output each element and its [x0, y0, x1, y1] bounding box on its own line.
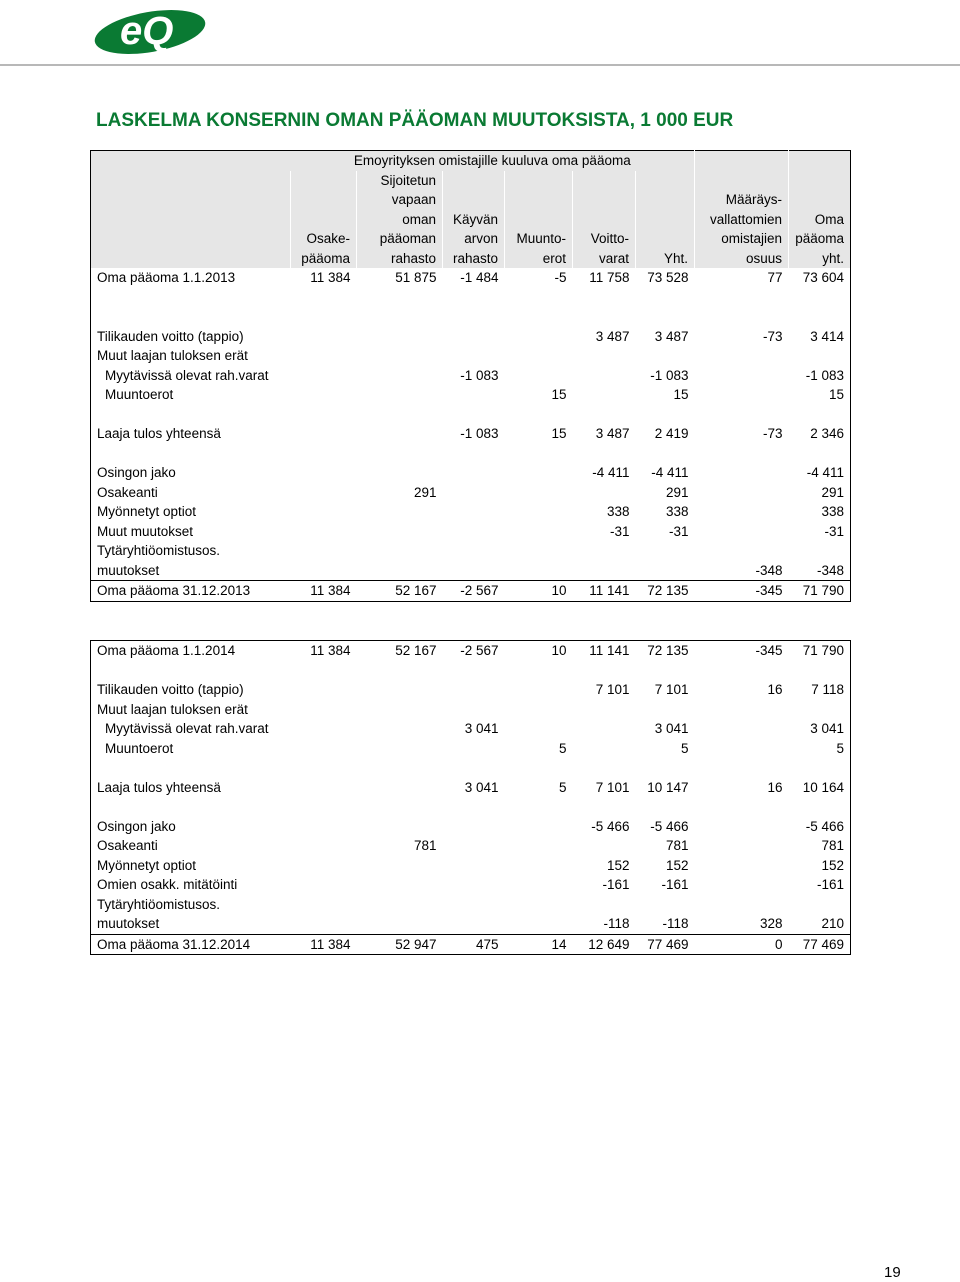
cell-value: -1 083	[805, 367, 845, 383]
cell-value: 3 041	[654, 721, 689, 736]
row-label: Omien osakk. mitätöinti	[97, 877, 238, 892]
table-row	[91, 522, 851, 542]
cell-value	[505, 541, 573, 581]
cell-value	[505, 680, 573, 700]
table-row	[91, 327, 851, 347]
cell-value	[291, 739, 357, 759]
table-row	[91, 502, 851, 522]
row-label: Oma pääoma 31.12.2014	[91, 934, 291, 955]
cell-value	[573, 836, 636, 856]
cell-value: 10 147	[647, 779, 689, 795]
cell-value	[357, 385, 443, 405]
cell-value: 291	[821, 484, 845, 500]
cell-value	[443, 739, 505, 759]
cell-value: 3 487	[654, 328, 689, 344]
cell-value: -5 466	[591, 818, 630, 834]
cell-value: 3 414	[810, 328, 845, 344]
table-row	[91, 385, 851, 405]
table-row	[91, 836, 851, 856]
table-body	[91, 268, 851, 601]
cell-value: -161	[661, 877, 689, 892]
cell-value	[505, 856, 573, 876]
cell-value: 338	[666, 504, 689, 519]
cell-value: -5	[554, 270, 567, 285]
cell-value: 5	[680, 740, 689, 756]
cell-value: -31	[669, 523, 689, 539]
row-label: Muut muutokset	[97, 523, 194, 539]
cell-value	[357, 817, 443, 837]
cell-value	[357, 895, 443, 935]
group-header: Emoyrityksen omistajille kuuluva oma pääoma	[291, 151, 695, 171]
table-row	[91, 700, 851, 720]
cell-value	[291, 463, 357, 483]
cell-value	[573, 366, 636, 386]
row-label: Tytäryhtiöomistusos. muutokset	[97, 896, 221, 931]
column-header: Käyvän arvon rahasto	[443, 171, 505, 269]
cell-value	[636, 346, 695, 366]
cell-value: 5	[558, 779, 567, 795]
cell-value	[357, 522, 443, 542]
cell-value: 152	[821, 857, 844, 873]
cell-value: 5	[558, 740, 567, 756]
cell-value	[291, 778, 357, 798]
cell-value	[695, 346, 789, 366]
cell-value	[695, 875, 789, 895]
cell-value	[695, 483, 789, 503]
cell-value	[443, 836, 505, 856]
cell-value: -345	[755, 643, 783, 658]
cell-value	[505, 719, 573, 739]
equity-table-2013	[90, 150, 851, 602]
cell-value: 328	[759, 916, 783, 931]
table-row	[91, 934, 851, 955]
cell-value	[695, 836, 789, 856]
cell-value	[443, 346, 505, 366]
row-label: Muuntoerot	[105, 740, 174, 756]
cell-value	[505, 483, 573, 503]
cell-value: 77	[767, 270, 783, 285]
row-label: Osakeanti	[97, 484, 158, 500]
cell-value: 15	[551, 426, 567, 441]
cell-value	[291, 541, 357, 581]
cell-value: 15	[829, 387, 845, 402]
cell-value	[357, 778, 443, 798]
row-label: Osakeanti	[97, 838, 158, 853]
table-row	[91, 463, 851, 483]
cell-value: 77 469	[636, 934, 695, 955]
row-label: Muuntoerot	[105, 387, 174, 402]
row-label: Laaja tulos yhteensä	[97, 426, 221, 441]
row-label: Muut laajan tuloksen erät	[97, 701, 248, 717]
row-label: Tilikauden voitto (tappio)	[97, 328, 244, 344]
cell-value	[291, 483, 357, 503]
column-header-row	[91, 171, 851, 269]
cell-value: 11 141	[573, 581, 636, 602]
row-label: Myytävissä olevat rah.varat	[105, 721, 269, 736]
cell-value	[357, 856, 443, 876]
row-label: Tilikauden voitto (tappio)	[97, 682, 244, 697]
cell-value: -1 484	[460, 270, 499, 285]
cell-value	[443, 700, 505, 720]
cell-value	[573, 483, 636, 503]
cell-value	[443, 895, 505, 935]
cell-value: 51 875	[395, 270, 437, 285]
table-body	[91, 641, 851, 955]
row-label: Myönnetyt optiot	[97, 504, 197, 519]
cell-value: 15	[551, 387, 567, 402]
cell-value: -161	[816, 877, 844, 892]
cell-value	[357, 875, 443, 895]
cell-value: 77 469	[789, 934, 851, 955]
cell-value	[291, 700, 357, 720]
cell-value	[357, 424, 443, 444]
cell-value: 7 118	[811, 682, 844, 697]
cell-value: 11 141	[589, 643, 630, 658]
cell-value: 291	[666, 484, 689, 500]
cell-value: -31	[609, 523, 630, 539]
cell-value: 2 419	[654, 426, 689, 441]
cell-value	[357, 541, 443, 581]
cell-value	[789, 700, 851, 720]
cell-value	[505, 817, 573, 837]
table-row	[91, 268, 851, 288]
cell-value	[695, 856, 789, 876]
cell-value: 152	[606, 857, 630, 873]
cell-value	[505, 700, 573, 720]
table-row	[91, 739, 851, 759]
cell-value	[291, 327, 357, 347]
cell-value	[505, 895, 573, 935]
cell-value	[291, 836, 357, 856]
cell-value	[291, 875, 357, 895]
eq-logo	[90, 2, 220, 56]
cell-value	[443, 541, 505, 581]
cell-value: 7 101	[654, 682, 689, 697]
page-number: 19	[884, 1264, 901, 1281]
cell-value	[443, 327, 505, 347]
cell-value	[291, 895, 357, 935]
cell-value	[291, 366, 357, 386]
column-header: Yht.	[636, 171, 695, 269]
table-row	[91, 366, 851, 386]
cell-value	[443, 856, 505, 876]
cell-value: 338	[606, 504, 630, 519]
equity-table-2014	[90, 640, 851, 955]
cell-value: 11 758	[589, 270, 630, 285]
cell-value	[291, 385, 357, 405]
cell-value: -118	[662, 916, 689, 931]
header-rule	[0, 64, 960, 66]
table-row	[91, 719, 851, 739]
cell-value	[291, 719, 357, 739]
cell-value: -4 411	[592, 465, 630, 480]
cell-value: 7 101	[595, 779, 630, 795]
cell-value: 10 164	[802, 779, 844, 795]
cell-value: -5 466	[805, 818, 844, 834]
cell-value	[443, 875, 505, 895]
cell-value: -73	[763, 426, 783, 441]
cell-value	[291, 502, 357, 522]
cell-value: 781	[413, 838, 437, 853]
row-label: Osingon jako	[97, 818, 176, 834]
cell-value	[695, 366, 789, 386]
cell-value	[505, 463, 573, 483]
cell-value: 0	[695, 934, 789, 955]
row-label: Oma pääoma 1.1.2014	[97, 643, 236, 658]
cell-value	[357, 346, 443, 366]
cell-value: 3 041	[810, 721, 844, 736]
row-label: Oma pääoma 31.12.2013	[91, 581, 291, 602]
cell-value: -31	[824, 523, 845, 539]
cell-value	[695, 522, 789, 542]
row-label: Myönnetyt optiot	[97, 857, 197, 873]
page-title: LASKELMA KONSERNIN OMAN PÄÄOMAN MUUTOKSISTA, 1 000 EUR	[96, 110, 734, 131]
column-header: Sijoitetun vapaan oman pääoman rahasto	[357, 171, 443, 269]
column-header: Voitto- varat	[573, 171, 636, 269]
cell-value	[695, 817, 789, 837]
row-label: Osingon jako	[97, 465, 176, 480]
cell-value	[505, 346, 573, 366]
cell-value	[573, 719, 636, 739]
cell-value: 10	[505, 581, 573, 602]
cell-value: 2 346	[810, 426, 845, 441]
cell-value: -5 466	[650, 818, 689, 834]
cell-value: -73	[763, 328, 783, 344]
cell-value: 72 135	[636, 581, 695, 602]
cell-value	[573, 739, 636, 759]
cell-value	[357, 739, 443, 759]
cell-value	[573, 541, 636, 581]
table-row	[91, 483, 851, 503]
cell-value	[573, 346, 636, 366]
cell-value	[291, 680, 357, 700]
cell-value: -345	[695, 581, 789, 602]
cell-value	[357, 700, 443, 720]
row-label: Myytävissä olevat rah.varat	[105, 367, 269, 383]
cell-value: 11 384	[291, 581, 357, 602]
cell-value	[443, 680, 505, 700]
cell-value: 52 947	[357, 934, 443, 955]
table-row	[91, 581, 851, 602]
cell-value: -1 083	[460, 426, 499, 441]
cell-value	[505, 502, 573, 522]
row-label: Tytäryhtiöomistusos. muutokset	[97, 543, 221, 578]
table-row	[91, 778, 851, 798]
cell-value	[505, 836, 573, 856]
cell-value: 72 135	[647, 643, 689, 658]
cell-value	[573, 385, 636, 405]
cell-value	[695, 463, 789, 483]
cell-value: 3 041	[464, 779, 499, 795]
cell-value	[357, 680, 443, 700]
logo-text: eQ	[120, 9, 174, 53]
cell-value	[443, 522, 505, 542]
cell-value	[695, 700, 789, 720]
cell-value	[695, 385, 789, 405]
cell-value: 14	[505, 934, 573, 955]
cell-value	[505, 522, 573, 542]
cell-value: 781	[821, 838, 844, 853]
cell-value: 5	[836, 740, 844, 756]
cell-value	[357, 327, 443, 347]
cell-value	[636, 541, 695, 581]
table-row	[91, 541, 851, 581]
cell-value: 210	[821, 916, 844, 931]
table-row	[91, 895, 851, 935]
cell-value: 71 790	[802, 643, 844, 658]
column-header: Muunto- erot	[505, 171, 573, 269]
cell-value	[291, 424, 357, 444]
cell-value	[443, 483, 505, 503]
cell-value: 15	[673, 387, 689, 402]
row-label: Laaja tulos yhteensä	[97, 779, 221, 795]
cell-value	[505, 366, 573, 386]
cell-value: 291	[413, 484, 437, 500]
cell-value	[505, 327, 573, 347]
cell-value: 52 167	[357, 581, 443, 602]
row-label: Oma pääoma 1.1.2013	[97, 270, 236, 285]
cell-value	[291, 817, 357, 837]
cell-value: 11 384	[310, 270, 351, 285]
cell-value: -1 083	[460, 367, 499, 383]
table-row	[91, 875, 851, 895]
cell-value	[695, 739, 789, 759]
cell-value	[291, 856, 357, 876]
cell-value: 11 384	[310, 643, 351, 658]
table-row	[91, 856, 851, 876]
cell-value	[357, 463, 443, 483]
cell-value: -2 567	[443, 581, 505, 602]
cell-value	[443, 502, 505, 522]
cell-value: -1 083	[650, 367, 689, 383]
cell-value: 152	[665, 857, 689, 873]
cell-value	[695, 502, 789, 522]
cell-value: 16	[767, 682, 783, 697]
cell-value: 73 528	[647, 270, 689, 285]
cell-value: -348	[755, 562, 783, 578]
cell-value	[573, 700, 636, 720]
column-header: Määräys- vallattomien omistajien osuus	[695, 171, 789, 269]
cell-value: 781	[665, 838, 689, 853]
cell-value: -161	[602, 877, 630, 892]
cell-value: -118	[603, 916, 630, 931]
cell-value: 73 604	[802, 270, 845, 285]
cell-value	[357, 366, 443, 386]
cell-value: 3 487	[595, 328, 630, 344]
cell-value	[505, 875, 573, 895]
cell-value: 16	[767, 779, 783, 795]
cell-value: -4 411	[651, 465, 689, 480]
cell-value: 7 101	[595, 682, 630, 697]
table-row	[91, 641, 851, 661]
cell-value	[357, 719, 443, 739]
table-row	[91, 346, 851, 366]
cell-value: -2 567	[460, 643, 499, 658]
cell-value: 338	[821, 504, 845, 519]
cell-value: 10	[551, 643, 567, 658]
cell-value: 71 790	[789, 581, 851, 602]
cell-value: 52 167	[395, 643, 437, 658]
cell-value	[695, 719, 789, 739]
cell-value	[291, 522, 357, 542]
cell-value: 12 649	[573, 934, 636, 955]
cell-value: 475	[443, 934, 505, 955]
column-header: Osake- pääoma	[291, 171, 357, 269]
cell-value: -4 411	[806, 465, 845, 480]
table-row	[91, 680, 851, 700]
cell-value	[443, 817, 505, 837]
cell-value	[291, 346, 357, 366]
cell-value	[357, 502, 443, 522]
cell-value: -348	[817, 562, 845, 578]
table-row	[91, 424, 851, 444]
table-row	[91, 817, 851, 837]
cell-value: 3 487	[595, 426, 630, 441]
cell-value: 3 041	[464, 721, 499, 736]
cell-value	[789, 346, 851, 366]
row-label: Muut laajan tuloksen erät	[97, 348, 248, 363]
cell-value: 11 384	[291, 934, 357, 955]
cell-value	[443, 463, 505, 483]
column-header: Oma pääoma yht.	[789, 171, 851, 269]
cell-value	[443, 385, 505, 405]
cell-value	[636, 700, 695, 720]
